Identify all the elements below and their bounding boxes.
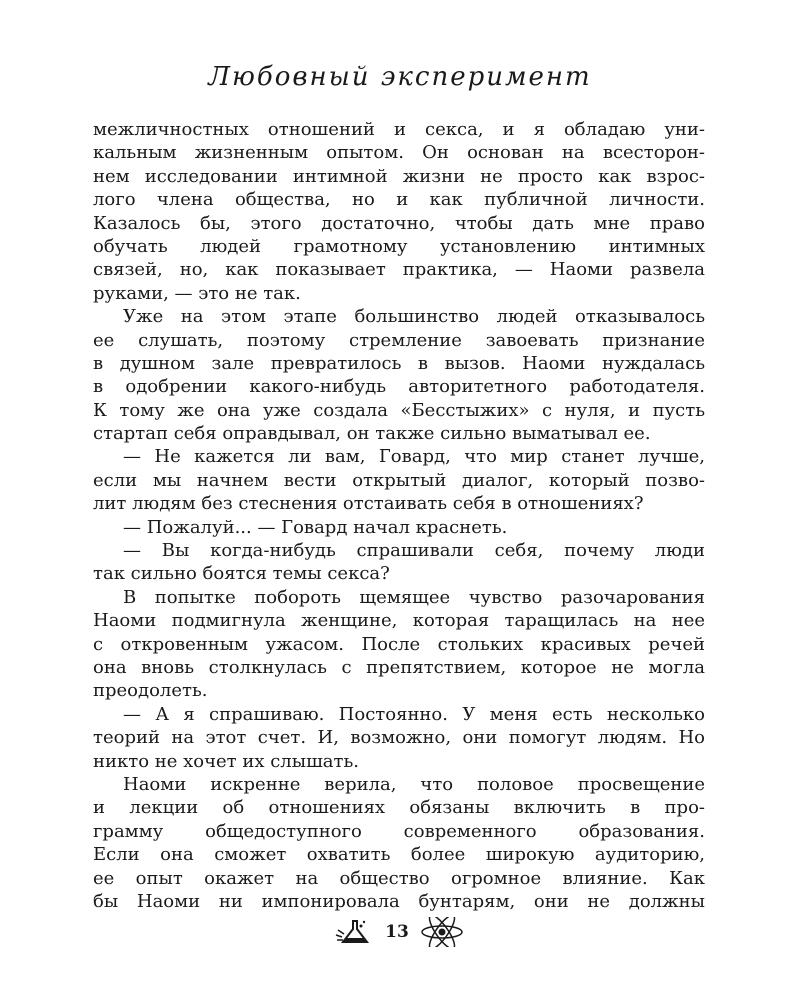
text-line: никто не хочет их слышать. [93, 750, 360, 772]
text-line: В попытке побороть щемящее чувство разочарования [123, 586, 705, 608]
text-line: связей, но, как показывает практика, — Наоми развела [93, 259, 705, 281]
flask-icon [335, 918, 375, 946]
text-line: грамму общедоступного современного образования. [93, 820, 705, 842]
text-line: в душном зале превратилось в вызов. Наоми нуждалась [93, 352, 705, 374]
text-line: Уже на этом этапе большинство людей отказывалось [123, 306, 705, 328]
page-number: 13 [385, 922, 409, 942]
text-line: ее слушать, поэтому стремление завоевать признание [93, 329, 705, 351]
text-line: и лекции об отношениях обязаны включить в про- [93, 797, 705, 819]
text-line: Наоми искренне верила, что половое просвещение [123, 773, 705, 795]
text-line: теорий на этот счет. И, возможно, они помогут людям. Но [93, 727, 705, 749]
text-line: она вновь столкнулась с препятствием, которое не могла [93, 656, 705, 678]
text-line: лого члена общества, но и как публичной личности. [93, 189, 705, 211]
text-line: так сильно боятся темы секса? [93, 563, 390, 585]
running-header: Любовный эксперимент [208, 62, 592, 92]
text-line: нем исследовании интимной жизни не просто как взрос- [93, 165, 705, 187]
text-line: лит людям без стеснения отстаивать себя в отношениях? [93, 493, 644, 515]
text-line: бы Наоми ни импонировала бунтарям, они не должны [93, 890, 705, 912]
text-line: — Вы когда-нибудь спрашивали себя, почему люди [123, 540, 705, 562]
text-line: межличностных отношений и секса, и я обладаю уни- [93, 119, 705, 140]
text-line: с откровенным ужасом. После стольких красивых речей [93, 633, 705, 655]
text-line: — Пожалуй... — Говард начал краснеть. [123, 516, 508, 538]
text-line: стартап себя оправдывал, он также сильно выматывал ее. [93, 423, 651, 445]
text-line: — Не кажется ли вам, Говард, что мир станет лучше, [123, 446, 705, 468]
text-line: преодолеть. [93, 680, 208, 702]
text-line: если мы начнем вести открытый диалог, который позво- [93, 469, 705, 491]
text-line: — А я спрашиваю. Постоянно. У меня есть несколько [123, 703, 705, 725]
text-line: Казалось бы, этого достаточно, чтобы дать мне право [93, 212, 705, 234]
text-line: кальным жизненным опытом. Он основан на всесторон- [93, 142, 705, 164]
text-line: ее опыт окажет на общество огромное влияние. Как [93, 867, 705, 889]
text-line: Если она сможет охватить более широкую аудиторию, [93, 844, 705, 866]
text-line: К тому же она уже создала «Бесстыжих» с нуля, и пусть [93, 399, 705, 421]
text-line: руками, — это не так. [93, 282, 301, 304]
text-line: в одобрении какого-нибудь авторитетного работодателя. [93, 376, 705, 398]
page-footer [0, 912, 800, 952]
atom-icon [419, 917, 465, 947]
text-line: Наоми подмигнула женщине, которая таращилась на нее [93, 610, 705, 632]
text-line: обучать людей грамотному установлению интимных [93, 235, 705, 257]
body-text [93, 118, 705, 913]
